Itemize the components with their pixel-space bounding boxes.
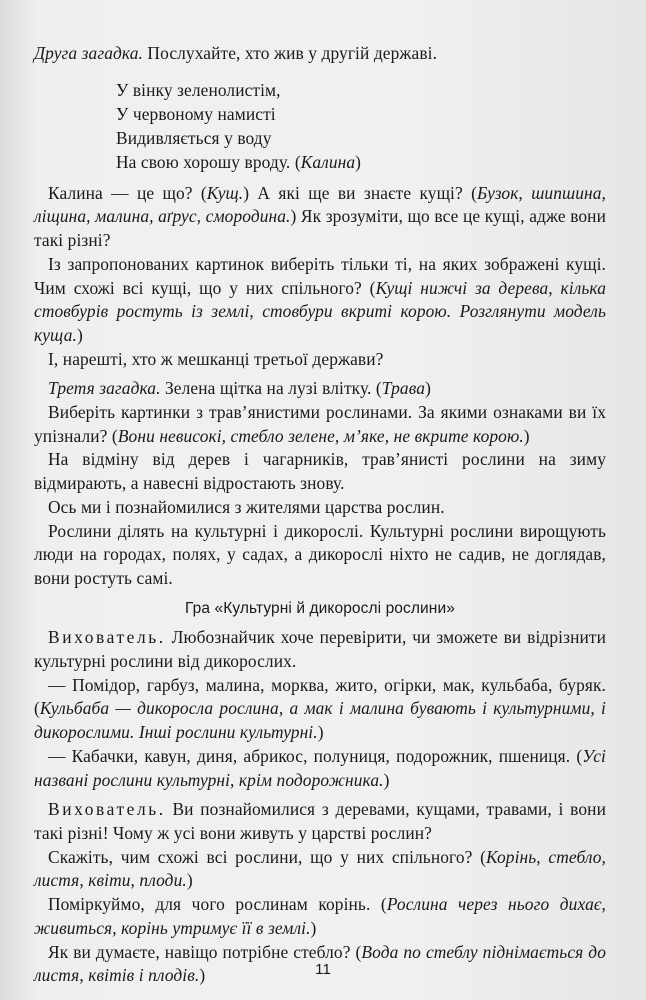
paragraph-herbs [34,401,606,448]
poem-paren: ) [355,151,362,172]
paragraph-game-intro [34,626,606,673]
riddle-three [34,377,606,401]
speaker-label: Вихователь. [48,799,166,820]
answer-run: Корінь, стебло, листя, квіти, плоди. [34,846,606,891]
text-run: Рослини ділять на культурні і дикорослі. Культурні рослини вирощують люди на городах, полях, у садах, а дикорослі ніхто не садив, не доглядав, вони ростуть самі. [34,520,606,588]
riddle-two-text: Послухайте, хто жив у другій державі. [142,43,438,63]
text-run: ) [523,425,530,446]
text-run: ) [310,917,317,938]
text-run: ) [317,722,324,743]
text-run: ) [199,965,206,986]
text-run: ) Як зрозуміти, що все це кущі, адже вони такі різні? [34,206,606,251]
paragraph-game-list-two [34,745,606,792]
paragraph-root [34,893,606,940]
text-run: ) [383,769,390,790]
text-run: ) А які ще ви знаєте кущі? ( [243,182,478,203]
paragraph-cultivated [34,520,606,591]
text-run: Калина — це що? ( [48,182,207,203]
paragraph-educator [34,798,606,845]
paragraph-kalyna [34,182,606,253]
page-number: 11 [315,961,331,978]
speaker-label: Вихователь. [48,627,166,648]
text-run: Як ви думаєте, навіщо потрібне стебло? ( [48,941,362,962]
text-run: Скажіть, чим схожі всі рослини, що у них спільного? ( [48,846,486,867]
text-run: Ось ми і познайомилися з жителями царства рослин. [48,496,445,517]
text-run: Любознайчик хоче перевірити, чи зможете ви відрізнити культурні рослини від дикорослих. [34,627,606,672]
answer-run: Трава [381,378,426,399]
poem-line: У червоному намисті [116,103,276,124]
poem-line: У вінку зеленолистім, [116,79,281,100]
answer-run: Усі названі рослини культурні, крім подорожника. [34,745,606,790]
text-run: Ви познайомилися з деревами, кущами, травами, і вони такі різні! Чому ж усі вони живуть у царстві рослин? [34,799,606,843]
text-run: ) [76,324,83,345]
text-run: І, нарешті, хто ж мешканці третьої держави? [48,348,384,369]
paragraph-shrubs [34,253,606,348]
answer-run: Кущі нижчі за дерева, кілька стовбурів ростуть із землі, стовбури вкриті корою. Розглянути модель куща. [34,277,607,345]
poem [116,78,606,174]
text-run: Із запропонованих картинок виберіть тільки ті, на яких зображені кущі. Чим схожі всі кущі, що у них спільного? ( [34,253,606,298]
paragraph-game-list-one [34,674,606,745]
riddle-two-label: Друга загадка. [34,43,143,63]
text-run: На відміну від дерев і чагарників, трав’янисті рослини на зиму відмирають, а навесні відростають знову. [34,449,606,494]
text-run: Зелена щітка на лузі влітку. ( [160,378,382,399]
answer-run: Вони невисокі, стебло зелене, м’яке, не вкрите корою. [117,425,524,446]
riddle-three-label: Третя загадка. [48,378,161,399]
text-run: — Кабачки, кавун, диня, абрикос, полуниця, подорожник, пшениця. ( [48,745,583,766]
text-run: Виберіть картинки з трав’янистими рослинами. За якими ознаками ви їх упізнали? ( [34,402,606,446]
answer-run: Кущ. [206,182,244,203]
text-run: ) [425,378,431,399]
paragraph-common [34,846,606,893]
text-run: ) [186,870,193,891]
text-run: — Помідор, гарбуз, малина, морква, жито, огірки, мак, кульбаба, буряк. ( [34,674,606,719]
paragraph-winter [34,448,606,495]
paragraph-third-state [34,348,606,372]
answer-run: Бузок, шипшина, ліщина, малина, аґрус, смородина. [34,182,606,227]
poem-answer: Калина [300,151,356,172]
section-title: Гра «Культурні й дикорослі рослини» [185,599,455,617]
answer-run: Вода по стеблу піднімається до листя, квітів і плодів. [34,941,606,986]
riddle-two-intro [34,42,606,66]
poem-line [116,150,606,174]
paragraph-kingdom [34,496,606,520]
poem-line: Видивляється у воду [116,127,272,148]
answer-run: Кульбаба — дикоросла рослина, а мак і малина бувають і культурними, і дикорослими. Інші рослини культурні. [34,698,606,743]
answer-run: Рослина через нього дихає, живиться, корінь утримує її в землі. [34,894,606,938]
poem-text: На свою хорошу вроду. ( [116,151,301,172]
text-run: Поміркуймо, для чого рослинам корінь. ( [48,894,387,915]
